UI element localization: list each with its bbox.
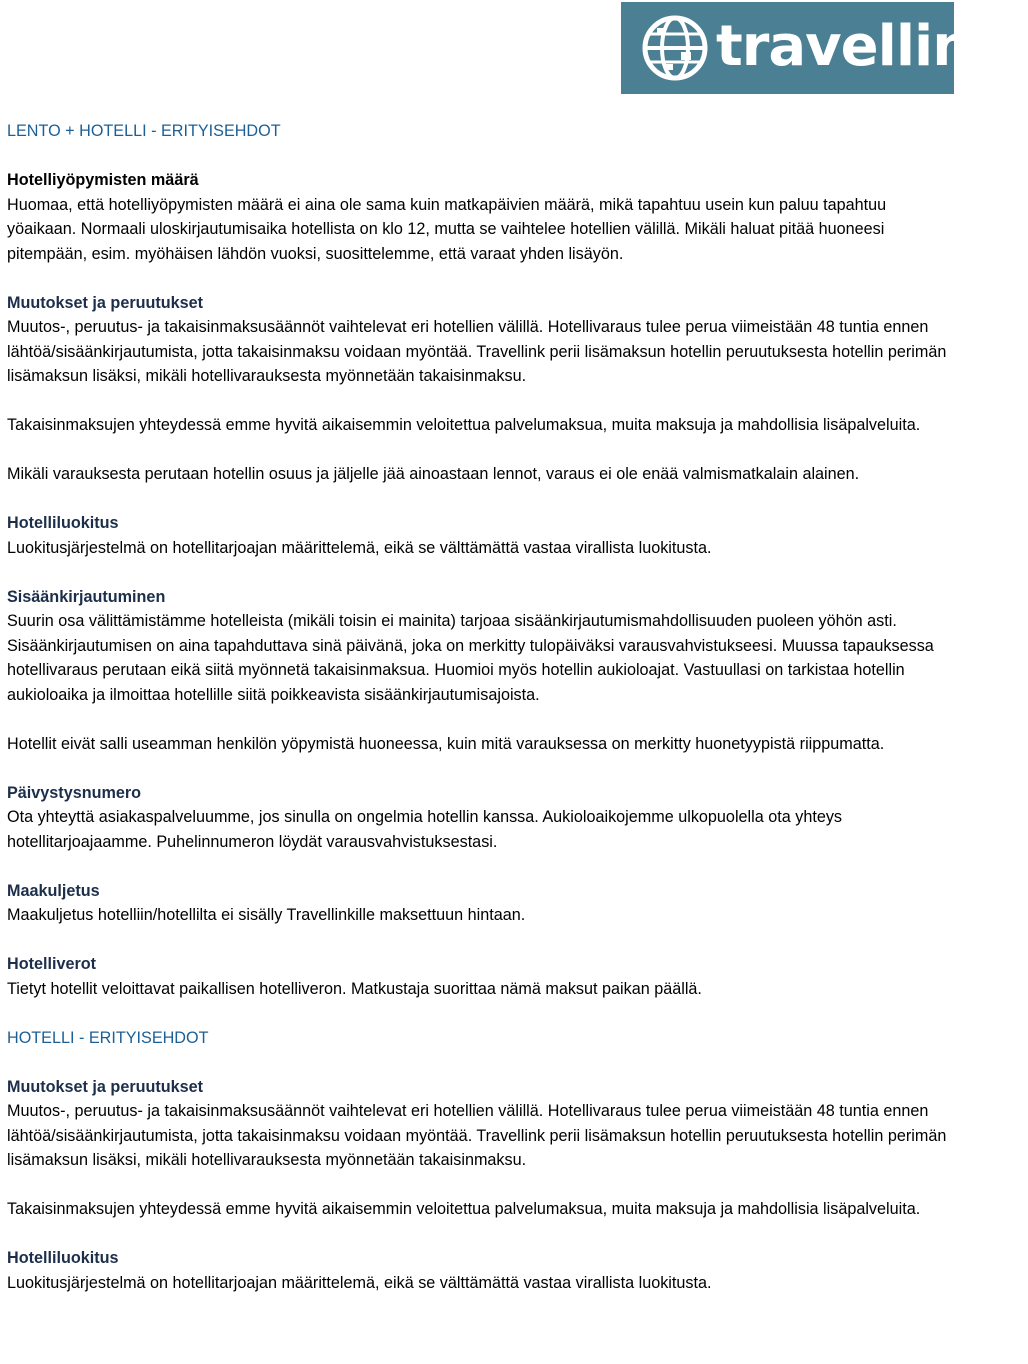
globe-icon (635, 8, 715, 88)
heading-hotel-rating-hotel: Hotelliluokitus (7, 1249, 119, 1267)
paragraph-hotel-nights: Huomaa, että hotelliyöpymisten määrä ei aina ole sama kuin matkapäivien määrä, mikä tapahtuu usein kun paluu tapahtuu yöaikaan. Normaali uloskirjautumisaika hotellista on klo 12, mutta se vaihtelee hotellien välillä. Mikäli haluat pitää huoneesi pitempään, esim. myöhäisen lähdön vuoksi, suosittelemme, että varaat yhden lisäyön. (7, 195, 887, 263)
heading-check-in: Sisäänkirjautuminen (7, 587, 166, 606)
logo-text: travellink. (716, 14, 1028, 79)
paragraph-package-law: Mikäli varauksesta perutaan hotellin osuus ja jäljelle jää ainoastaan lennot, varaus ei ole enää valmismatkalain alainen. (7, 465, 860, 483)
paragraph-occupancy: Hotellit eivät salli useamman henkilön yöpymistä huoneessa, kuin mitä varauksessa on merkitty huonetyypistä riippumatta. (7, 734, 885, 753)
document-body (7, 119, 953, 1320)
heading-hotel-nights: Hotelliyöpymisten määrä (7, 171, 199, 189)
paragraph-hotel-rating: Luokitusjärjestelmä on hotellitarjoajan määrittelemä, eikä se välttämättä vastaa virallista luokitusta. (7, 538, 712, 557)
heading-ground-transport: Maakuljetus (7, 881, 100, 900)
heading-hotel-taxes: Hotelliverot (7, 955, 97, 973)
paragraph-hotel-taxes: Tietyt hotellit veloittavat paikallisen hotelliveron. Matkustaja suorittaa nämä maksut paikan päällä. (7, 979, 702, 998)
paragraph-ground-transport: Maakuljetus hotelliin/hotellilta ei sisälly Travellinkille maksettuun hintaan. (7, 906, 526, 924)
paragraph-emergency-number: Ota yhteyttä asiakaspalveluumme, jos sinulla on ongelmia hotellin kanssa. Aukioloaikojemme ulkopuolella ota yhteys hotellitarjoajaamme. Puhelinnumeron löydät varausvahvistuksestasi. (7, 808, 843, 851)
heading-changes-cancellations: Muutokset ja peruutukset (7, 293, 204, 312)
paragraph-hotel-rating-hotel: Luokitusjärjestelmä on hotellitarjoajan määrittelemä, eikä se välttämättä vastaa virallista luokitusta. (7, 1273, 712, 1292)
section-title-flight-hotel: LENTO + HOTELLI - ERITYISEHDOT (7, 122, 281, 140)
travellink-logo (621, 2, 1028, 94)
heading-emergency-number: Päivystysnumero (7, 783, 142, 802)
paragraph-refund-fees-hotel: Takaisinmaksujen yhteydessä emme hyvitä aikaisemmin veloitettua palvelumaksua, muita maksuja ja mahdollisia lisäpalveluita. (7, 1200, 921, 1218)
paragraph-changes-rules: Muutos-, peruutus- ja takaisinmaksusäännöt vaihtelevat eri hotellien välillä. Hotellivaraus tulee perua viimeistään 48 tuntia ennen lähtöä/sisäänkirjautumista, jotta takaisinmaksu voidaan myöntää. Travellink perii lisämaksun hotellin peruutuksesta hotellin perimän lisämaksun lisäksi, mikäli hotellivarauksesta myönnetään takaisinmaksu. (7, 318, 947, 385)
heading-changes-cancellations-hotel: Muutokset ja peruutukset (7, 1077, 204, 1096)
section-title-hotel: HOTELLI - ERITYISEHDOT (7, 1028, 209, 1047)
paragraph-refund-fees: Takaisinmaksujen yhteydessä emme hyvitä aikaisemmin veloitettua palvelumaksua, muita maksuja ja mahdollisia lisäpalveluita. (7, 416, 921, 434)
heading-hotel-rating: Hotelliluokitus (7, 514, 119, 532)
paragraph-changes-rules-hotel: Muutos-, peruutus- ja takaisinmaksusäännöt vaihtelevat eri hotellien välillä. Hotellivaraus tulee perua viimeistään 48 tuntia ennen lähtöä/sisäänkirjautumista, jotta takaisinmaksu voidaan myöntää. Travellink perii lisämaksun hotellin peruutuksesta hotellin perimän lisämaksun lisäksi, mikäli hotellivarauksesta myönnetään takaisinmaksu. (7, 1102, 947, 1169)
paragraph-check-in: Suurin osa välittämistämme hotelleista (mikäli toisin ei mainita) tarjoaa sisäänkirjautumismahdollisuuden puoleen yöhön asti. Sisäänkirjautumisen on aina tapahduttava sinä päivänä, joka on merkitty tulopäiväksi varausvahvistukseesi. Muussa tapauksessa hotellivaraus perutaan eikä siitä myönnetä takaisinmaksua. Huomioi myös hotellin aukioloajat. Vastuullasi on tarkistaa hotellin aukioloaika ja ilmoittaa hotellille siitä poikkeavista sisäänkirjautumisajoista. (7, 612, 934, 704)
